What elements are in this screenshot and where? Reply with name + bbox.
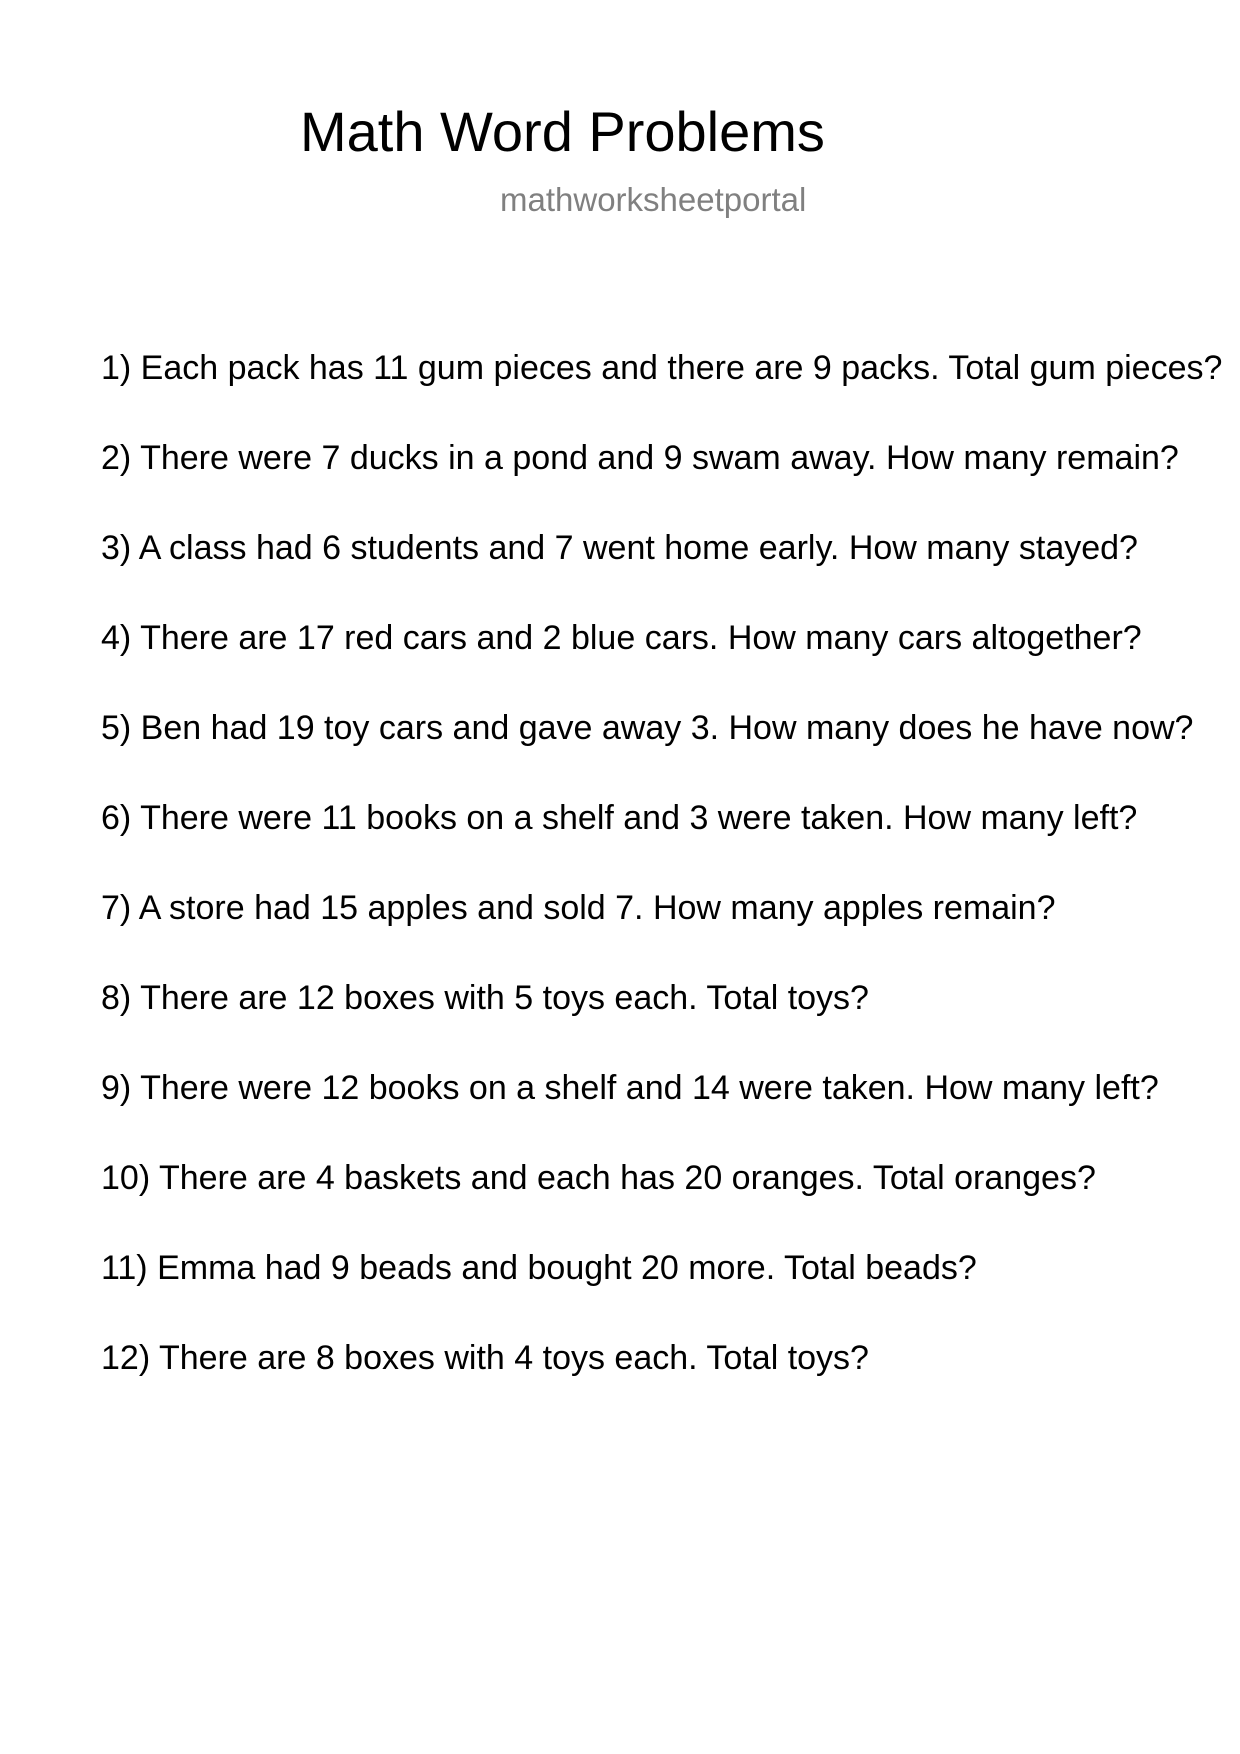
problem-item: 9) There were 12 books on a shelf and 14 were taken. How many left? (101, 1069, 1159, 1107)
problem-item: 3) A class had 6 students and 7 went home early. How many stayed? (101, 529, 1138, 567)
worksheet-source: mathworksheetportal (500, 181, 807, 218)
problem-item: 8) There are 12 boxes with 5 toys each. Total toys? (101, 979, 869, 1017)
problem-item: 10) There are 4 baskets and each has 20 oranges. Total oranges? (101, 1159, 1096, 1197)
problem-item: 11) Emma had 9 beads and bought 20 more. Total beads? (101, 1249, 977, 1287)
problem-list (101, 348, 1222, 1428)
problem-item: 6) There were 11 books on a shelf and 3 were taken. How many left? (101, 799, 1138, 837)
problem-item: 7) A store had 15 apples and sold 7. How many apples remain? (101, 889, 1056, 927)
problem-item: 5) Ben had 19 toy cars and gave away 3. How many does he have now? (101, 709, 1194, 747)
worksheet-title: Math Word Problems (300, 100, 825, 163)
problem-item: 4) There are 17 red cars and 2 blue cars. How many cars altogether? (101, 619, 1142, 657)
problem-item: 12) There are 8 boxes with 4 toys each. Total toys? (101, 1339, 869, 1377)
problem-item: 2) There were 7 ducks in a pond and 9 swam away. How many remain? (101, 439, 1179, 477)
problem-item: 1) Each pack has 11 gum pieces and there are 9 packs. Total gum pieces? (101, 349, 1223, 387)
